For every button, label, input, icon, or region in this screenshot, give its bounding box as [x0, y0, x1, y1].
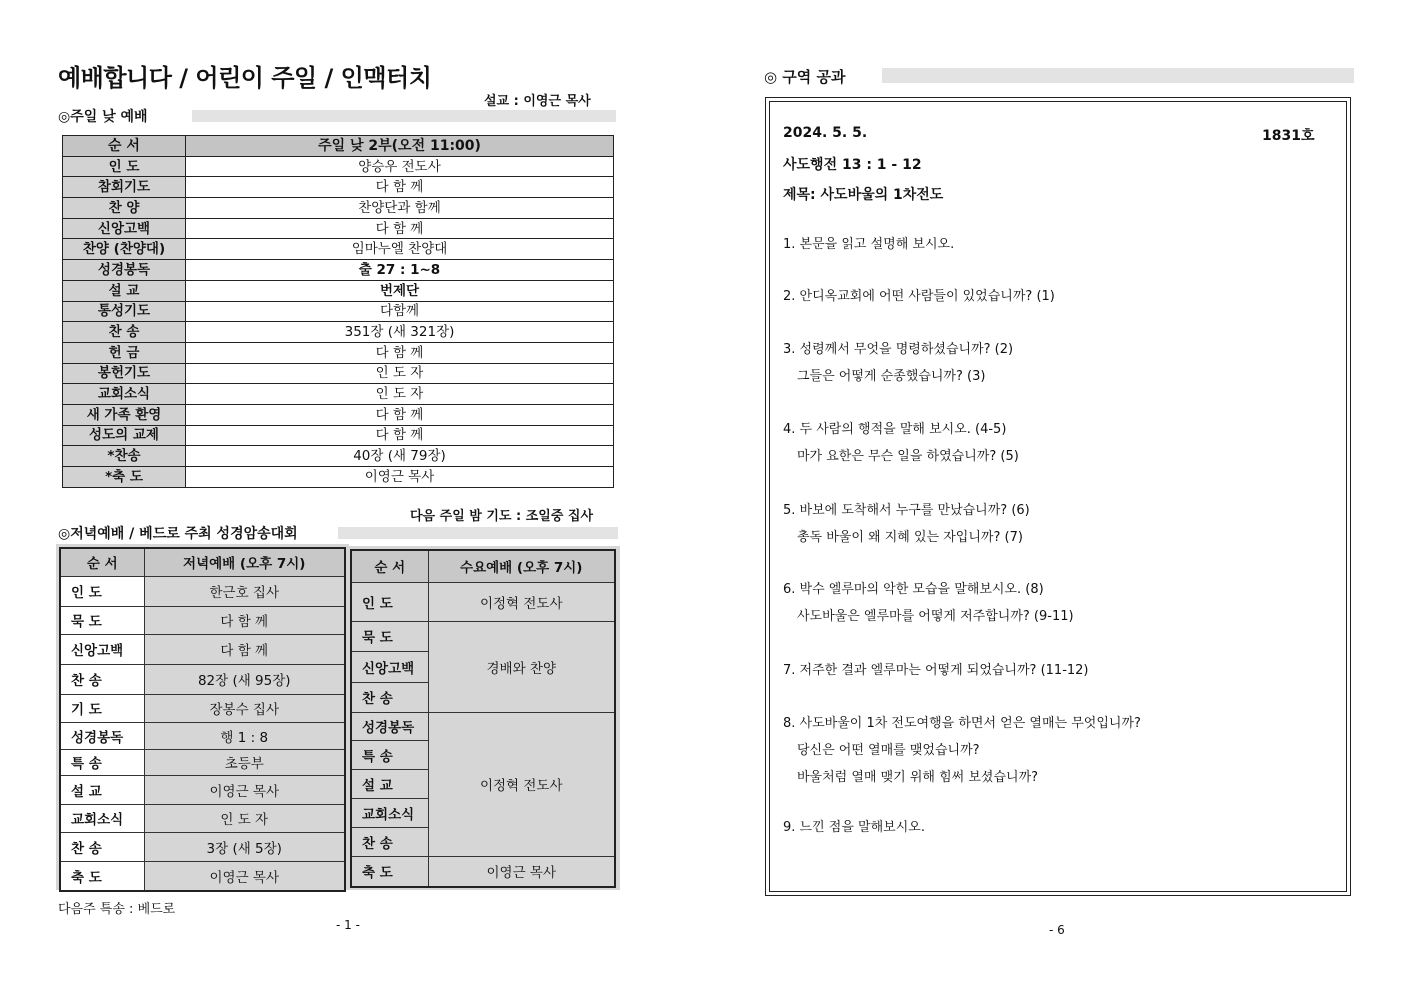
table-row — [60, 775, 345, 804]
table-row — [63, 363, 614, 384]
question-9: 9. 느낀 점을 말해보시오. — [783, 820, 925, 835]
question-8: 8. 사도바울이 1차 전도여행을 하면서 얻은 열매는 무엇입니까? — [783, 716, 1141, 731]
row-label: 찬 양 — [63, 198, 186, 219]
row-value: 다 함 께 — [186, 404, 614, 425]
row-label: 축 도 — [60, 861, 144, 891]
table-row — [60, 832, 345, 861]
row-label: 신앙고백 — [351, 651, 428, 682]
morning-service-table — [62, 135, 614, 488]
row-label: 신앙고백 — [60, 634, 144, 664]
row-label: 봉헌기도 — [63, 363, 186, 384]
table-row — [351, 856, 615, 887]
row-label: 새 가족 환영 — [63, 404, 186, 425]
table-row — [351, 582, 615, 621]
row-label: 인 도 — [351, 582, 428, 621]
page-number: - 6 — [1049, 923, 1065, 937]
row-value: 이영근 목사 — [144, 775, 345, 804]
question-4-sub: 마가 요한은 무슨 일을 하였습니까? (5) — [797, 449, 1019, 464]
section-divider-bar — [882, 68, 1354, 83]
row-value: 임마누엘 찬양대 — [186, 239, 614, 260]
table-row — [63, 260, 614, 281]
question-3: 3. 성령께서 무엇을 명령하셨습니까? (2) — [783, 342, 1014, 357]
row-label: 특 송 — [351, 740, 428, 769]
row-value: 이정혁 전도사 — [428, 582, 615, 621]
issue-number: 1831호 — [1262, 128, 1315, 144]
next-special-song-note: 다음주 특송 : 베드로 — [58, 902, 176, 917]
wednesday-service-table — [350, 549, 616, 888]
row-label: 설 교 — [60, 775, 144, 804]
row-label: 참회기도 — [63, 177, 186, 198]
row-value: 경배와 찬양 — [428, 621, 615, 712]
row-value: 인 도 자 — [186, 384, 614, 405]
row-label: 성경봉독 — [60, 722, 144, 749]
row-label: 신앙고백 — [63, 218, 186, 239]
row-label: 찬 송 — [60, 664, 144, 694]
row-value: 이영근 목사 — [144, 861, 345, 891]
table-row — [63, 446, 614, 467]
table-header-row — [60, 548, 345, 576]
table-row — [60, 576, 345, 606]
question-3-sub: 그들은 어떻게 순종했습니까? (3) — [797, 369, 986, 384]
row-label: 성경봉독 — [63, 260, 186, 281]
row-value: 찬양단과 함께 — [186, 198, 614, 219]
question-8-sub-1: 당신은 어떤 열매를 맺었습니까? — [797, 743, 980, 758]
row-label: 설 교 — [351, 769, 428, 798]
question-5: 5. 바보에 도착해서 누구를 만났습니까? (6) — [783, 503, 1030, 518]
row-value: 82장 (새 95장) — [144, 664, 345, 694]
table-row — [60, 749, 345, 775]
row-label: 성도의 교제 — [63, 425, 186, 446]
row-label: 성경봉독 — [351, 712, 428, 740]
row-label: 교회소식 — [351, 798, 428, 827]
row-value: 이영근 목사 — [186, 467, 614, 488]
row-label: 헌 금 — [63, 342, 186, 363]
order-header: 순 서 — [60, 548, 144, 576]
table-row — [63, 322, 614, 343]
row-value: 3장 (새 5장) — [144, 832, 345, 861]
row-value: 다 함 께 — [144, 606, 345, 634]
table-row — [63, 177, 614, 198]
row-label: *축 도 — [63, 467, 186, 488]
question-4: 4. 두 사람의 행적을 말해 보시오. (4-5) — [783, 422, 1007, 437]
question-5-sub: 총독 바울이 왜 지혜 있는 자입니까? (7) — [797, 530, 1023, 545]
row-value: 이정혁 전도사 — [428, 712, 615, 856]
table-row — [351, 712, 615, 740]
row-label: 기 도 — [60, 694, 144, 722]
table-row — [60, 694, 345, 722]
row-value: 인 도 자 — [144, 804, 345, 832]
preacher-label: 설교 : 이영근 목사 — [484, 94, 591, 109]
service-time-header: 주일 낮 2부(오전 11:00) — [186, 136, 614, 157]
row-value: 행 1 : 8 — [144, 722, 345, 749]
row-label: 교회소식 — [63, 384, 186, 405]
row-label: 찬 송 — [63, 322, 186, 343]
row-label: 인 도 — [60, 576, 144, 606]
next-night-prayer-note: 다음 주일 밤 기도 : 조일중 집사 — [410, 509, 594, 524]
table-row — [63, 467, 614, 488]
row-value: 다 함 께 — [144, 634, 345, 664]
row-label: 찬 송 — [351, 682, 428, 712]
table-row — [63, 280, 614, 301]
row-label: 축 도 — [351, 856, 428, 887]
service-time-header: 수요예배 (오후 7시) — [428, 550, 615, 582]
question-6-sub: 사도바울은 엘루마를 어떻게 저주합니까? (9-11) — [797, 609, 1074, 624]
row-label: 교회소식 — [60, 804, 144, 832]
order-header: 순 서 — [351, 550, 428, 582]
table-row — [63, 404, 614, 425]
row-label: 통성기도 — [63, 301, 186, 322]
row-value: 인 도 자 — [186, 363, 614, 384]
morning-service-heading: ◎주일 낮 예배 — [58, 109, 148, 125]
evening-service-table — [59, 547, 346, 892]
row-label: 찬 송 — [351, 827, 428, 856]
row-value: 다 함 께 — [186, 218, 614, 239]
row-value: 40장 (새 79장) — [186, 446, 614, 467]
study-date: 2024. 5. 5. — [783, 125, 868, 141]
row-value: 양승우 전도사 — [186, 156, 614, 177]
service-time-header: 저녁예배 (오후 7시) — [144, 548, 345, 576]
row-value: 장봉수 집사 — [144, 694, 345, 722]
row-value: 다 함 께 — [186, 425, 614, 446]
row-label: 설 교 — [63, 280, 186, 301]
order-header: 순 서 — [63, 136, 186, 157]
table-row — [63, 218, 614, 239]
table-row — [63, 301, 614, 322]
row-label: 특 송 — [60, 749, 144, 775]
row-value: 번제단 — [186, 280, 614, 301]
table-row — [63, 198, 614, 219]
row-value: 출 27 : 1~8 — [186, 260, 614, 281]
row-value: 이영근 목사 — [428, 856, 615, 887]
table-row — [63, 239, 614, 260]
study-section-heading: ◎ 구역 공과 — [764, 68, 846, 86]
table-row — [60, 606, 345, 634]
table-row — [351, 621, 615, 651]
table-row — [63, 425, 614, 446]
row-label: 찬양 (찬양대) — [63, 239, 186, 260]
question-7: 7. 저주한 결과 엘루마는 어떻게 되었습니까? (11-12) — [783, 663, 1089, 678]
table-row — [60, 722, 345, 749]
table-header-row — [351, 550, 615, 582]
row-value: 한근호 집사 — [144, 576, 345, 606]
row-value: 다 함 께 — [186, 342, 614, 363]
table-row — [60, 664, 345, 694]
section-divider-bar — [192, 110, 616, 122]
row-label: 찬 송 — [60, 832, 144, 861]
evening-service-heading: ◎저녁예배 / 베드로 주최 성경암송대회 — [58, 526, 298, 542]
row-value: 다 함 께 — [186, 177, 614, 198]
row-label: *찬송 — [63, 446, 186, 467]
question-8-sub-2: 바울처럼 열매 맺기 위해 힘써 보셨습니까? — [797, 770, 1039, 785]
row-value: 351장 (새 321장) — [186, 322, 614, 343]
row-label: 묵 도 — [351, 621, 428, 651]
table-row — [60, 804, 345, 832]
table-row — [63, 156, 614, 177]
table-header-row — [63, 136, 614, 157]
row-value: 다함께 — [186, 301, 614, 322]
row-value: 초등부 — [144, 749, 345, 775]
question-6: 6. 박수 엘루마의 악한 모습을 말해보시오. (8) — [783, 582, 1044, 597]
scripture-reference: 사도행전 13 : 1 - 12 — [783, 157, 922, 173]
table-row — [63, 342, 614, 363]
question-2: 2. 안디옥교회에 어떤 사람들이 있었습니까? (1) — [783, 289, 1055, 304]
question-1: 1. 본문을 읽고 설명해 보시오. — [783, 237, 955, 252]
section-divider-bar — [338, 527, 618, 539]
page-number: - 1 - — [336, 918, 360, 932]
table-row — [60, 861, 345, 891]
study-subject: 제목: 사도바울의 1차전도 — [783, 187, 944, 203]
bulletin-title: 예배합니다 / 어린이 주일 / 인맥터치 — [58, 64, 432, 92]
row-label: 인 도 — [63, 156, 186, 177]
table-row — [63, 384, 614, 405]
table-row — [60, 634, 345, 664]
row-label: 묵 도 — [60, 606, 144, 634]
